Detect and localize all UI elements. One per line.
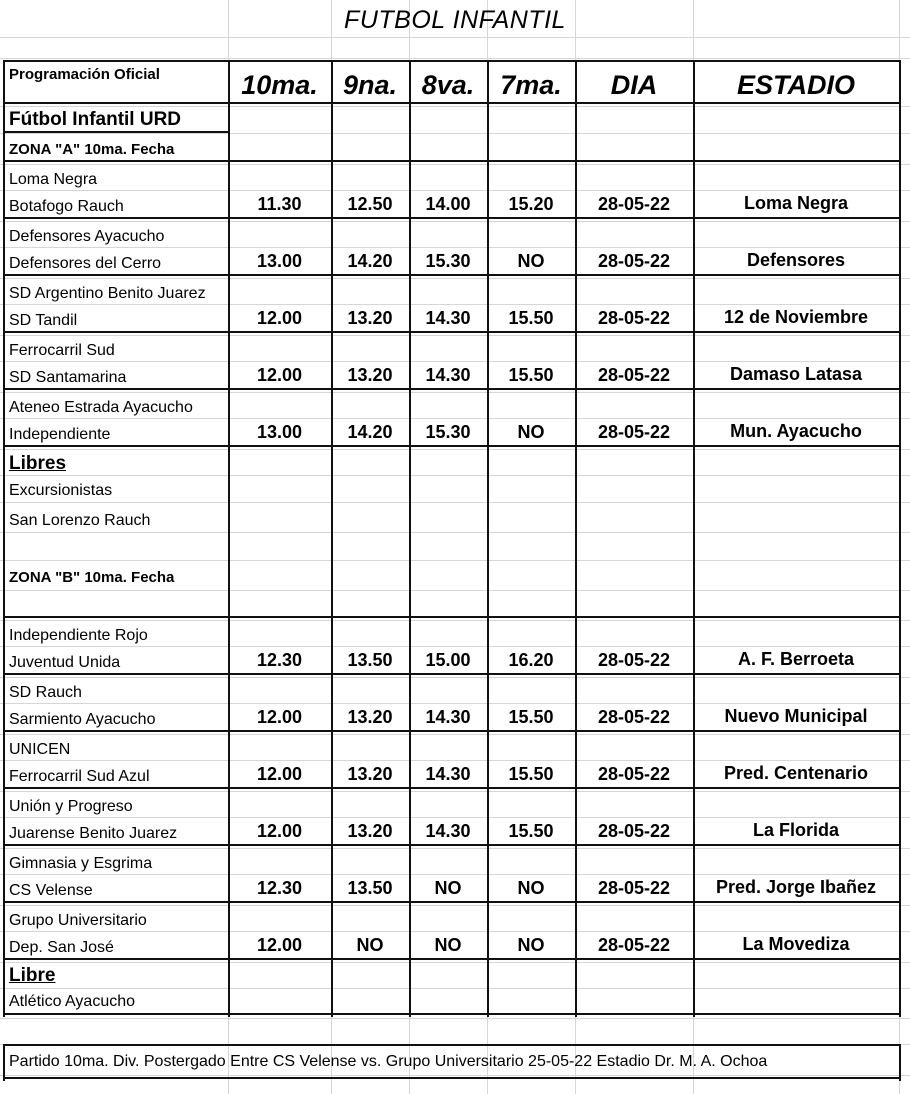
home-team: Grupo Universitario	[9, 912, 147, 929]
kickoff-time-t10: 12.00	[256, 707, 303, 727]
match-date: 28-05-22	[597, 707, 671, 727]
gridline	[0, 734, 910, 735]
zona-a-libres-label: Libres	[9, 453, 67, 474]
match-date: 28-05-22	[597, 194, 671, 214]
header-col-9na: 9na.	[342, 70, 398, 100]
away-team: Independiente	[9, 426, 111, 443]
kickoff-time-t9: 13.20	[347, 308, 393, 328]
gridline	[0, 278, 910, 279]
zona-a-libre-team: Excursionistas	[9, 482, 113, 499]
gridline	[0, 590, 910, 591]
match-date: 28-05-22	[597, 764, 671, 784]
kickoff-time-t7: 15.50	[508, 707, 554, 727]
border-line	[3, 958, 901, 960]
page-title: FUTBOL INFANTIL	[344, 6, 566, 34]
footer-note: Partido 10ma. Div. Postergado Entre CS Velense vs. Grupo Universitario 25-05-22 Estadio Dr. M. A. Ochoa	[9, 1053, 768, 1070]
border-line	[3, 1044, 901, 1046]
border-line	[3, 388, 901, 390]
border-line	[3, 901, 901, 903]
gridline	[0, 247, 910, 248]
header-col-10ma: 10ma.	[241, 70, 318, 100]
border-line	[3, 160, 901, 162]
gridline	[0, 962, 910, 963]
kickoff-time-t8: 14.30	[425, 308, 471, 328]
zona-b-libre-label: Libre	[9, 965, 56, 986]
gridline	[0, 361, 910, 362]
header-col-7ma: 7ma.	[500, 70, 562, 100]
gridline	[0, 817, 910, 818]
border-line	[3, 787, 901, 789]
stadium-name: Nuevo Municipal	[724, 706, 868, 726]
home-team: Loma Negra	[9, 171, 98, 188]
border-line	[899, 60, 901, 1017]
kickoff-time-t9: 13.20	[347, 365, 393, 385]
section-urd: Fútbol Infantil URD	[9, 109, 182, 130]
match-date: 28-05-22	[597, 935, 671, 955]
gridline	[0, 106, 910, 107]
border-line	[3, 730, 901, 732]
gridline	[0, 190, 910, 191]
zona-a-libre-team: San Lorenzo Rauch	[9, 512, 151, 529]
kickoff-time-t8: 14.30	[425, 764, 471, 784]
kickoff-time-t7: 15.50	[508, 308, 554, 328]
stadium-name: La Movediza	[742, 934, 850, 954]
kickoff-time-t10: 12.00	[256, 821, 303, 841]
kickoff-time-t8: 14.00	[425, 194, 471, 214]
stadium-name: La Florida	[752, 820, 839, 840]
border-line	[3, 616, 901, 618]
border-line	[3, 1013, 901, 1015]
match-date: 28-05-22	[597, 422, 671, 442]
kickoff-time-t9: 14.20	[347, 422, 393, 442]
border-line	[3, 844, 901, 846]
gridline	[0, 988, 910, 989]
kickoff-time-t9: 14.20	[347, 251, 393, 271]
zona-b-libre-team: Atlético Ayacucho	[9, 993, 136, 1010]
stadium-name: Mun. Ayacucho	[730, 421, 862, 441]
kickoff-time-t10: 13.00	[256, 422, 303, 442]
match-date: 28-05-22	[597, 650, 671, 670]
gridline	[0, 1075, 910, 1076]
gridline	[0, 1018, 910, 1019]
home-team: Defensores Ayacucho	[9, 228, 165, 245]
match-date: 28-05-22	[597, 821, 671, 841]
gridline	[0, 931, 910, 932]
kickoff-time-t7: NO	[517, 935, 545, 955]
gridline	[0, 703, 910, 704]
gridline	[0, 532, 910, 533]
kickoff-time-t10: 12.00	[256, 764, 303, 784]
gridline	[0, 335, 910, 336]
away-team: Botafogo Rauch	[9, 198, 124, 215]
kickoff-time-t8: 14.30	[425, 707, 471, 727]
gridline	[0, 760, 910, 761]
kickoff-time-t8: 14.30	[425, 365, 471, 385]
border-line	[3, 445, 901, 447]
kickoff-time-t7: 15.50	[508, 365, 554, 385]
away-team: Defensores del Cerro	[9, 255, 162, 272]
border-line	[3, 217, 901, 219]
kickoff-time-t7: 16.20	[508, 650, 554, 670]
gridline	[0, 677, 910, 678]
kickoff-time-t7: 15.20	[508, 194, 554, 214]
stadium-name: Damaso Latasa	[729, 364, 863, 384]
kickoff-time-t10: 12.30	[256, 878, 303, 898]
gridline	[0, 791, 910, 792]
kickoff-time-t10: 12.30	[256, 650, 303, 670]
border-line	[3, 102, 901, 104]
kickoff-time-t8: NO	[434, 935, 462, 955]
home-team: Gimnasia y Esgrima	[9, 855, 153, 872]
gridline	[0, 848, 910, 849]
gridline	[0, 164, 910, 165]
gridline	[0, 620, 910, 621]
border-line	[899, 1044, 901, 1081]
home-team: Unión y Progreso	[9, 798, 133, 815]
stadium-name: Pred. Centenario	[723, 763, 869, 783]
match-date: 28-05-22	[597, 308, 671, 328]
away-team: SD Santamarina	[9, 369, 127, 386]
gridline	[0, 221, 910, 222]
gridline	[0, 874, 910, 875]
kickoff-time-t7: NO	[517, 422, 545, 442]
gridline	[0, 418, 910, 419]
border-line	[3, 673, 901, 675]
stadium-name: 12 de Noviembre	[723, 307, 869, 327]
kickoff-time-t9: 13.50	[347, 878, 393, 898]
zona-b-title: ZONA "B" 10ma. Fecha	[9, 569, 175, 586]
gridline	[0, 304, 910, 305]
header-label: Programación Oficial	[9, 66, 160, 83]
kickoff-time-t8: 15.30	[425, 422, 471, 442]
kickoff-time-t9: 12.50	[347, 194, 393, 214]
border-line	[3, 274, 901, 276]
gridline	[0, 475, 910, 476]
away-team: Sarmiento Ayacucho	[9, 711, 156, 728]
gridline	[0, 37, 910, 38]
border-line	[3, 1044, 5, 1081]
match-date: 28-05-22	[597, 878, 671, 898]
stadium-name: Loma Negra	[743, 193, 849, 213]
border-line	[3, 1077, 901, 1079]
away-team: Juarense Benito Juarez	[9, 825, 178, 842]
gridline	[0, 58, 910, 59]
kickoff-time-t9: 13.20	[347, 821, 393, 841]
home-team: Independiente Rojo	[9, 627, 148, 644]
kickoff-time-t10: 13.00	[256, 251, 303, 271]
home-team: UNICEN	[9, 741, 71, 758]
away-team: SD Tandil	[9, 312, 78, 329]
gridline	[0, 133, 910, 134]
kickoff-time-t7: NO	[517, 878, 545, 898]
stadium-name: Defensores	[746, 250, 846, 270]
header-col-8va: 8va.	[421, 70, 475, 100]
away-team: Ferrocarril Sud Azul	[9, 768, 150, 785]
border-line	[3, 131, 230, 133]
border-line	[3, 331, 901, 333]
kickoff-time-t8: 15.30	[425, 251, 471, 271]
away-team: CS Velense	[9, 882, 93, 899]
home-team: SD Argentino Benito Juarez	[9, 285, 206, 302]
zona-a-title: ZONA "A" 10ma. Fecha	[9, 141, 175, 158]
border-line	[3, 60, 901, 62]
gridline	[0, 449, 910, 450]
kickoff-time-t8: 15.00	[425, 650, 471, 670]
kickoff-time-t7: 15.50	[508, 764, 554, 784]
gridline	[0, 560, 910, 561]
stadium-name: Pred. Jorge Ibañez	[715, 877, 877, 897]
kickoff-time-t10: 12.00	[256, 308, 303, 328]
kickoff-time-t10: 12.00	[256, 935, 303, 955]
match-date: 28-05-22	[597, 251, 671, 271]
gridline	[0, 646, 910, 647]
kickoff-time-t7: NO	[517, 251, 545, 271]
kickoff-time-t7: 15.50	[508, 821, 554, 841]
kickoff-time-t9: 13.50	[347, 650, 393, 670]
header-col-estadio: ESTADIO	[736, 70, 855, 100]
home-team: Ferrocarril Sud	[9, 342, 115, 359]
kickoff-time-t9: 13.20	[347, 707, 393, 727]
match-date: 28-05-22	[597, 365, 671, 385]
gridline	[0, 392, 910, 393]
kickoff-time-t9: NO	[356, 935, 384, 955]
gridline	[0, 502, 910, 503]
kickoff-time-t8: NO	[434, 878, 462, 898]
border-line	[3, 60, 5, 1017]
kickoff-time-t9: 13.20	[347, 764, 393, 784]
away-team: Juventud Unida	[9, 654, 121, 671]
kickoff-time-t8: 14.30	[425, 821, 471, 841]
kickoff-time-t10: 11.30	[257, 194, 302, 214]
home-team: SD Rauch	[9, 684, 82, 701]
header-col-dia: DIA	[610, 70, 658, 100]
gridline	[0, 905, 910, 906]
stadium-name: A. F. Berroeta	[737, 649, 855, 669]
kickoff-time-t10: 12.00	[256, 365, 303, 385]
away-team: Dep. San José	[9, 939, 114, 956]
home-team: Ateneo Estrada Ayacucho	[9, 399, 193, 416]
